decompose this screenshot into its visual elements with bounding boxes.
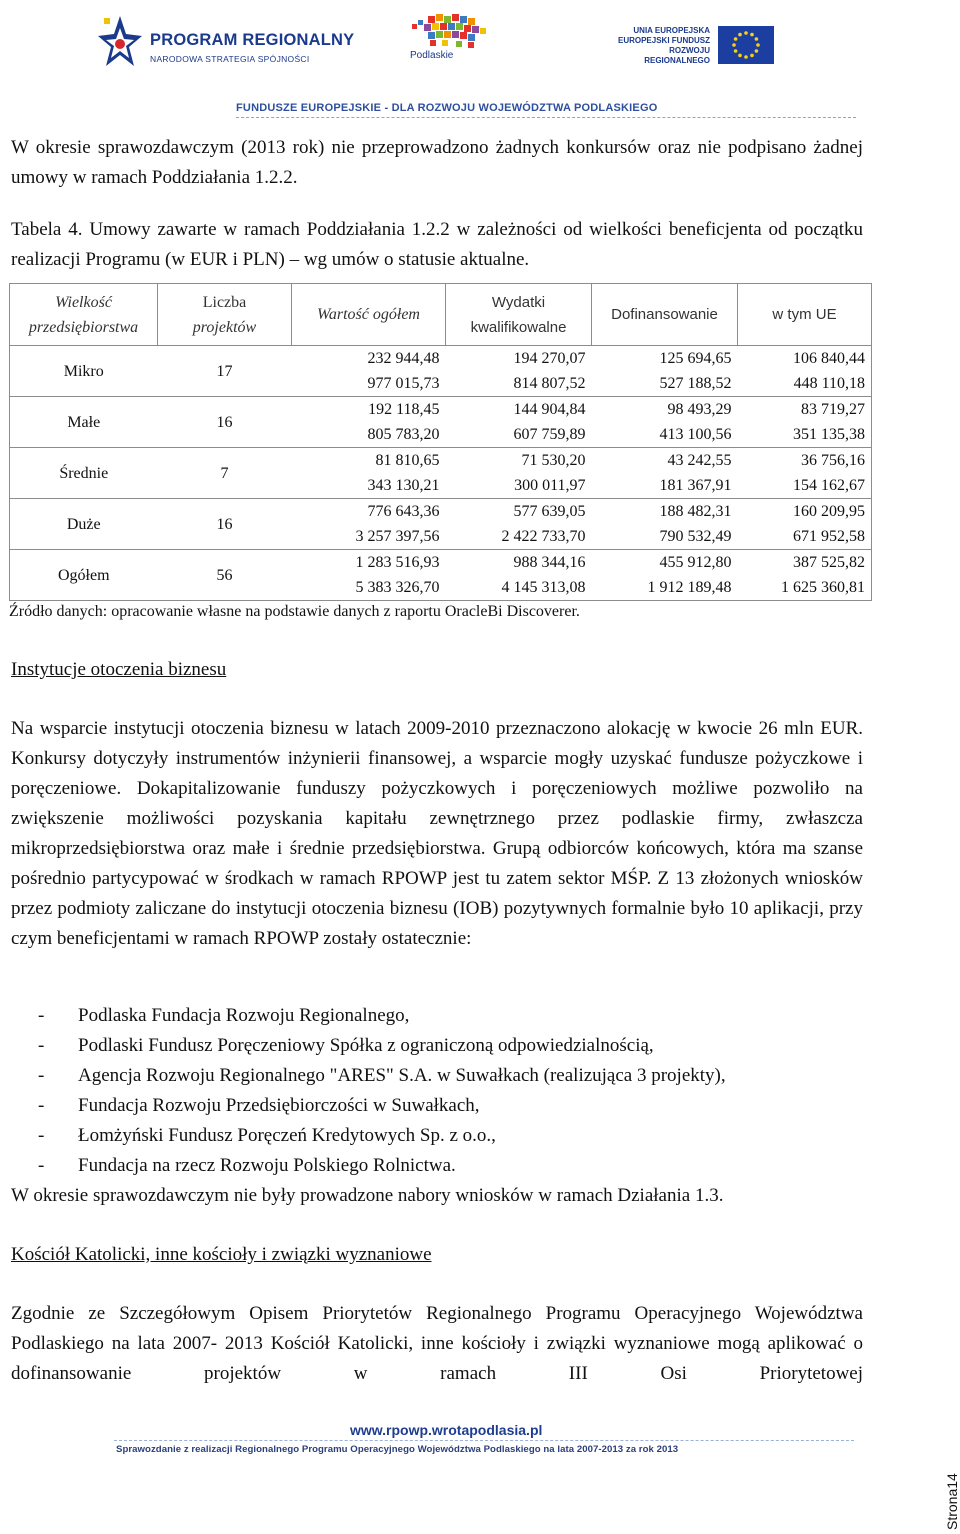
value-eur: 194 270,07 — [513, 350, 586, 367]
cell-eu — [738, 550, 872, 601]
cell-total — [292, 346, 446, 397]
list-bullet: - — [38, 1095, 45, 1116]
cell-eligible — [446, 499, 592, 550]
cell-cofinancing — [592, 448, 738, 499]
value-pln: 1 912 189,48 — [647, 579, 732, 596]
header-eligible-line2: kwalifikowalne — [470, 318, 567, 336]
list-item — [38, 1061, 878, 1091]
cell-count: 17 — [158, 346, 292, 397]
list-item-text: Podlaski Fundusz Poręczeniowy Spółka z ograniczoną odpowiedzialnością, — [78, 1035, 654, 1056]
header-divider — [236, 117, 856, 118]
beneficiary-list — [38, 1001, 878, 1181]
value-pln: 527 188,52 — [659, 375, 732, 392]
header-total-value: Wartość ogółem — [292, 284, 446, 346]
cell-eu — [738, 346, 872, 397]
cell-eligible — [446, 397, 592, 448]
value-pln: 671 952,58 — [793, 528, 865, 545]
eu-flag-icon — [718, 26, 774, 64]
list-item — [38, 1001, 878, 1031]
value-eur: 81 810,65 — [375, 452, 440, 469]
page-header — [0, 0, 960, 125]
section-heading-churches: Kościół Katolicki, inne kościoły i związki wyznaniowe — [11, 1244, 432, 1265]
intro-paragraph: W okresie sprawozdawczym (2013 rok) nie przeprowadzono żadnych konkursów oraz nie podpisano żadnej umowy w ramach Poddziałania 1.2.2. — [11, 137, 863, 188]
value-eur: 144 904,84 — [513, 401, 586, 418]
table-row — [10, 499, 872, 550]
footer-report-title: Sprawozdanie z realizacji Regionalnego Programu Operacyjnego Województwa Podlaskiego na lata 2007-2013 za rok 2013 — [116, 1444, 679, 1455]
header-eu-share: w tym UE — [738, 284, 872, 346]
cell-eligible — [446, 448, 592, 499]
cell-eligible — [446, 550, 592, 601]
cell-count: 16 — [158, 499, 292, 550]
header-eligible-costs — [446, 284, 592, 346]
cell-total — [292, 499, 446, 550]
header-eligible-line1: Wydatki — [491, 293, 546, 311]
header-count-line2: projektów — [192, 318, 257, 336]
value-pln: 181 367,91 — [659, 477, 732, 494]
cell-total — [292, 448, 446, 499]
eu-line-3: ROZWOJU REGIONALNEGO — [644, 46, 710, 65]
value-pln: 4 145 313,08 — [501, 579, 586, 596]
value-eur: 106 840,44 — [793, 350, 865, 367]
list-item-text: Agencja Rozwoju Regionalnego "ARES" S.A. w Suwałkach (realizująca 3 projekty), — [78, 1065, 726, 1086]
list-item — [38, 1121, 878, 1151]
cell-eu — [738, 448, 872, 499]
eu-line-2: EUROPEJSKI FUNDUSZ — [617, 36, 710, 45]
value-pln: 413 100,56 — [659, 426, 732, 443]
value-pln: 448 110,18 — [793, 375, 865, 392]
value-eur: 125 694,65 — [659, 350, 732, 367]
list-item-text: Fundacja na rzecz Rozwoju Polskiego Rolnictwa. — [78, 1155, 456, 1176]
cell-total — [292, 550, 446, 601]
list-bullet: - — [38, 1035, 45, 1056]
cell-size: Małe — [10, 397, 158, 448]
list-bullet: - — [38, 1155, 45, 1176]
list-item-text: Fundacja Rozwoju Przedsiębiorczości w Suwałkach, — [78, 1095, 480, 1116]
eu-text — [606, 26, 710, 66]
cell-total — [292, 397, 446, 448]
table-row-total — [10, 550, 872, 601]
page-number: Strona14 — [944, 1473, 960, 1530]
value-pln: 2 422 733,70 — [501, 528, 586, 545]
table-row — [10, 346, 872, 397]
table-header-row — [10, 284, 872, 346]
list-item — [38, 1151, 878, 1181]
table-row — [10, 397, 872, 448]
header-project-count — [158, 284, 292, 346]
list-item-text: Podlaska Fundacja Rozwoju Regionalnego, — [78, 1005, 410, 1026]
table-row — [10, 448, 872, 499]
value-eur: 1 283 516,93 — [355, 554, 440, 571]
cell-size: Ogółem — [10, 550, 158, 601]
list-item — [38, 1091, 878, 1121]
cell-cofinancing — [592, 397, 738, 448]
contracts-table — [9, 283, 872, 601]
header-enterprise-size — [10, 284, 158, 346]
star-emblem-icon — [98, 14, 142, 72]
value-eur: 160 209,95 — [793, 503, 865, 520]
list-item-text: Łomżyński Fundusz Poręczeń Kredytowych Sp. z o.o., — [78, 1125, 496, 1146]
value-pln: 607 759,89 — [513, 426, 586, 443]
value-eur: 36 756,16 — [801, 452, 865, 469]
value-eur: 387 525,82 — [793, 554, 865, 571]
value-eur: 83 719,27 — [801, 401, 865, 418]
cell-count: 16 — [158, 397, 292, 448]
footer-url: www.rpowp.wrotapodlasia.pl — [350, 1422, 543, 1438]
cell-count: 56 — [158, 550, 292, 601]
value-pln: 351 135,38 — [793, 426, 865, 443]
cell-cofinancing — [592, 346, 738, 397]
cell-size: Średnie — [10, 448, 158, 499]
value-eur: 43 242,55 — [667, 452, 732, 469]
header-count-line1: Liczba — [202, 293, 247, 311]
value-eur: 192 118,45 — [368, 401, 440, 418]
cell-cofinancing — [592, 550, 738, 601]
table-source: Źródło danych: opracowanie własne na podstawie danych z raportu OracleBi Discoverer. — [9, 603, 580, 620]
churches-paragraph: Zgodnie ze Szczegółowym Opisem Priorytetów Regionalnego Programu Operacyjnego Województwa Podlaskiego na lata 2007- 2013 Kościół Katolicki, inne kościoły i związki wyznaniowe mogą aplikować o dofinansowanie projektów w ramach III Osi Priorytetowej — [11, 1303, 863, 1384]
region-label: Podlaskie — [410, 50, 454, 61]
program-regionalny-logo — [98, 14, 355, 76]
list-bullet: - — [38, 1005, 45, 1026]
funds-tagline: FUNDUSZE EUROPEJSKIE - DLA ROZWOJU WOJEWÓDZTWA PODLASKIEGO — [236, 102, 658, 114]
header-cofinancing: Dofinansowanie — [592, 284, 738, 346]
value-eur: 98 493,29 — [667, 401, 732, 418]
value-eur: 188 482,31 — [659, 503, 732, 520]
cell-size: Mikro — [10, 346, 158, 397]
cell-count: 7 — [158, 448, 292, 499]
value-pln: 3 257 397,56 — [355, 528, 440, 545]
value-pln: 5 383 326,70 — [355, 579, 440, 596]
section-heading-iob: Instytucje otoczenia biznesu — [11, 659, 227, 680]
list-item — [38, 1031, 878, 1061]
value-eur: 577 639,05 — [513, 503, 586, 520]
value-eur: 71 530,20 — [521, 452, 586, 469]
value-eur: 232 944,48 — [367, 350, 440, 367]
value-pln: 814 807,52 — [513, 375, 586, 392]
value-pln: 790 532,49 — [659, 528, 732, 545]
header-size-line2: przedsiębiorstwa — [28, 318, 139, 336]
list-bullet: - — [38, 1125, 45, 1146]
value-pln: 154 162,67 — [793, 477, 865, 494]
cell-size: Duże — [10, 499, 158, 550]
cell-eligible — [446, 346, 592, 397]
program-subtitle: NARODOWA STRATEGIA SPÓJNOŚCI — [150, 54, 310, 64]
program-title: PROGRAM REGIONALNY — [150, 31, 355, 49]
table-caption: Tabela 4. Umowy zawarte w ramach Poddziałania 1.2.2 w zależności od wielkości beneficjenta od początku realizacji Programu (w EUR i PLN) – wg umów o statusie aktualne. — [11, 219, 863, 270]
eu-logo — [606, 26, 776, 74]
value-pln: 805 783,20 — [367, 426, 440, 443]
footer-divider — [114, 1440, 854, 1441]
cell-eu — [738, 499, 872, 550]
value-pln: 1 625 360,81 — [781, 579, 865, 596]
iob-paragraph: Na wsparcie instytucji otoczenia biznesu w latach 2009-2010 przeznaczono alokację w kwocie 26 mln EUR. Konkursy dotyczyły instrumentów inżynierii finansowej, a wsparcie mogły uzyskać fundusze pożyczkowe i poręczeniowe. Dokapitalizowanie funduszy pożyczkowych i poręczeniowych możliwe pozwoliło na zwiększenie możliwości pozyskania kapitału zewnętrznego przez podlaskie firmy, zwłaszcza mikroprzedsiębiorstwa oraz małe i średnie przedsiębiorstwa. Grupą odbiorców końcowych, która ma szanse pośrednio partycypować w środkach w ramach RPOWP jest tu zatem sektor MŚP. Z 13 złożonych wniosków przez podmioty zaliczane do instytucji otoczenia biznesu (IOB) pozytywnych formalnie było 10 aplikacji, przy czym beneficjentami w ramach RPOWP zostały ostatecznie: — [11, 718, 863, 949]
value-eur: 455 912,80 — [659, 554, 732, 571]
value-pln: 300 011,97 — [514, 477, 586, 494]
header-size-line1: Wielkość — [55, 293, 112, 311]
value-pln: 343 130,21 — [367, 477, 440, 494]
cell-cofinancing — [592, 499, 738, 550]
cell-eu — [738, 397, 872, 448]
list-bullet: - — [38, 1065, 45, 1086]
closing-sentence: W okresie sprawozdawczym nie były prowadzone nabory wniosków w ramach Działania 1.3. — [11, 1185, 724, 1206]
value-eur: 988 344,16 — [513, 554, 586, 571]
value-pln: 977 015,73 — [367, 375, 440, 392]
value-eur: 776 643,36 — [367, 503, 440, 520]
eu-line-1: UNIA EUROPEJSKA — [633, 26, 710, 35]
